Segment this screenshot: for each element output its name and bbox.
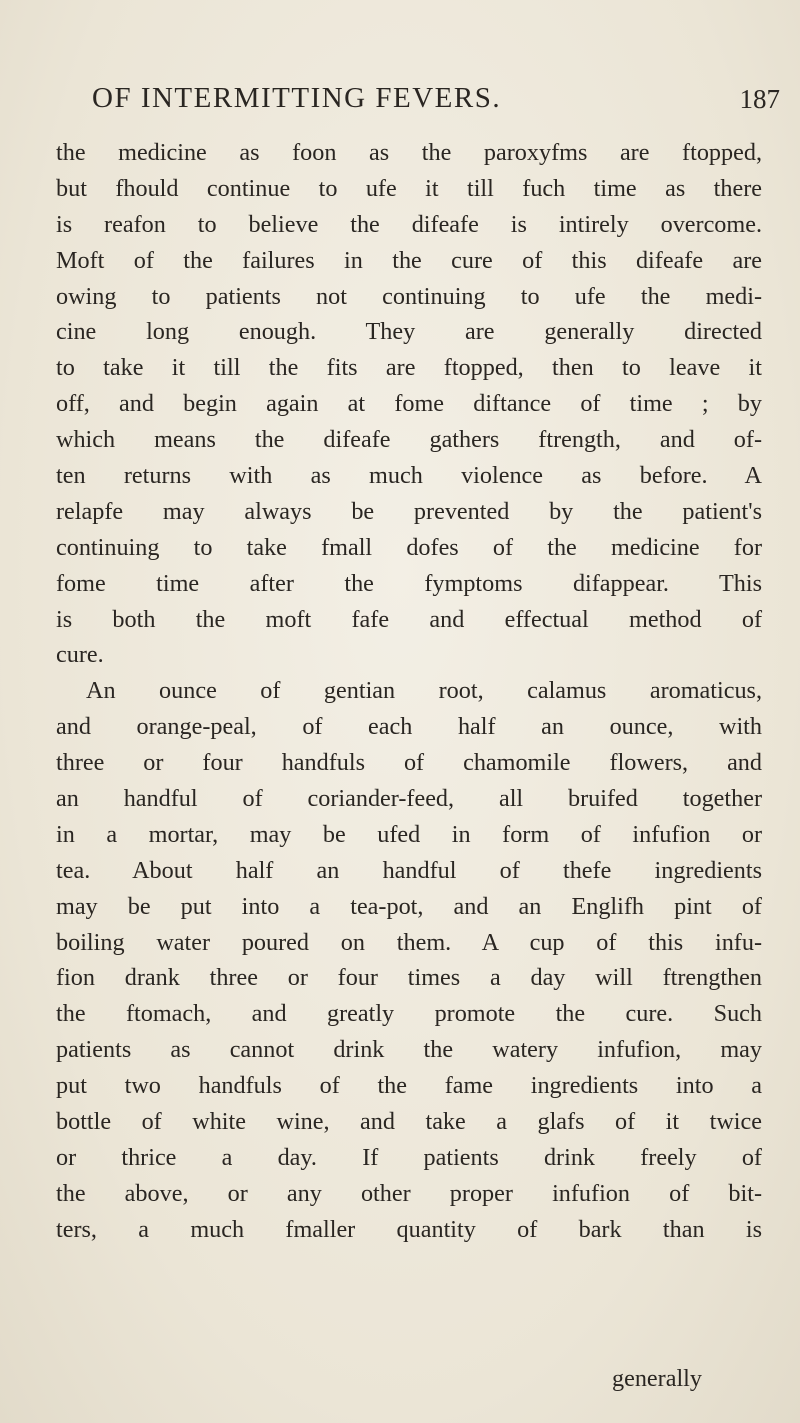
text-line: the above, or any other proper infufion of bit- xyxy=(56,1179,762,1207)
text-line: to take it till the fits are ftopped, then to leave it xyxy=(56,354,762,382)
text-line: the ftomach, and greatly promote the cure. Such xyxy=(56,1000,762,1028)
paragraph-end-line: cure. xyxy=(56,641,104,669)
page-header xyxy=(92,82,780,122)
text-line: in a mortar, may be ufed in form of infufion or xyxy=(56,820,762,848)
text-line: the medicine as foon as the paroxyfms are ftopped, xyxy=(56,139,762,166)
text-line: bottle of white wine, and take a glafs of it twice xyxy=(56,1108,762,1136)
text-line: cine long enough. They are generally directed xyxy=(56,318,762,346)
text-line: ters, a much fmaller quantity of bark than is xyxy=(56,1215,762,1243)
text-line: put two handfuls of the fame ingredients into a xyxy=(56,1072,762,1100)
paragraph-start-line: An ounce of gentian root, calamus aromaticus, xyxy=(86,677,762,705)
text-line: tea. About half an handful of thefe ingredients xyxy=(56,856,762,884)
running-title: OF INTERMITTING FEVERS. xyxy=(92,82,502,114)
text-line: ten returns with as much violence as before. A xyxy=(56,462,762,490)
text-line: or thrice a day. If patients drink freely of xyxy=(56,1143,762,1171)
text-line: patients as cannot drink the watery infufion, may xyxy=(56,1036,762,1064)
text-line: is reafon to believe the difeafe is intirely overcome. xyxy=(56,210,762,238)
text-line: owing to patients not continuing to ufe the medi- xyxy=(56,282,762,310)
page-number: 187 xyxy=(739,84,780,114)
text-line: and orange-peal, of each half an ounce, with xyxy=(56,713,762,741)
text-line: Moft of the failures in the cure of this difeafe are xyxy=(56,246,762,274)
text-line: fome time after the fymptoms difappear. This xyxy=(56,569,762,597)
text-line: which means the difeafe gathers ftrength, and of- xyxy=(56,426,762,454)
catchword: generally xyxy=(612,1365,702,1392)
text-line: fion drank three or four times a day will ftrengthen xyxy=(56,964,762,992)
text-line: continuing to take fmall dofes of the medicine for xyxy=(56,533,762,561)
text-line: three or four handfuls of chamomile flowers, and xyxy=(56,749,762,777)
text-line: off, and begin again at fome diftance of time ; by xyxy=(56,390,762,418)
text-line: but fhould continue to ufe it till fuch time as there xyxy=(56,174,762,202)
text-line: an handful of coriander-feed, all bruifed together xyxy=(56,785,762,813)
body-text xyxy=(56,135,762,1248)
text-line: may be put into a tea-pot, and an Englifh pint of xyxy=(56,892,762,920)
text-line: is both the moft fafe and effectual method of xyxy=(56,605,762,633)
text-line: relapfe may always be prevented by the patient's xyxy=(56,497,762,525)
text-line: boiling water poured on them. A cup of this infu- xyxy=(56,928,762,956)
